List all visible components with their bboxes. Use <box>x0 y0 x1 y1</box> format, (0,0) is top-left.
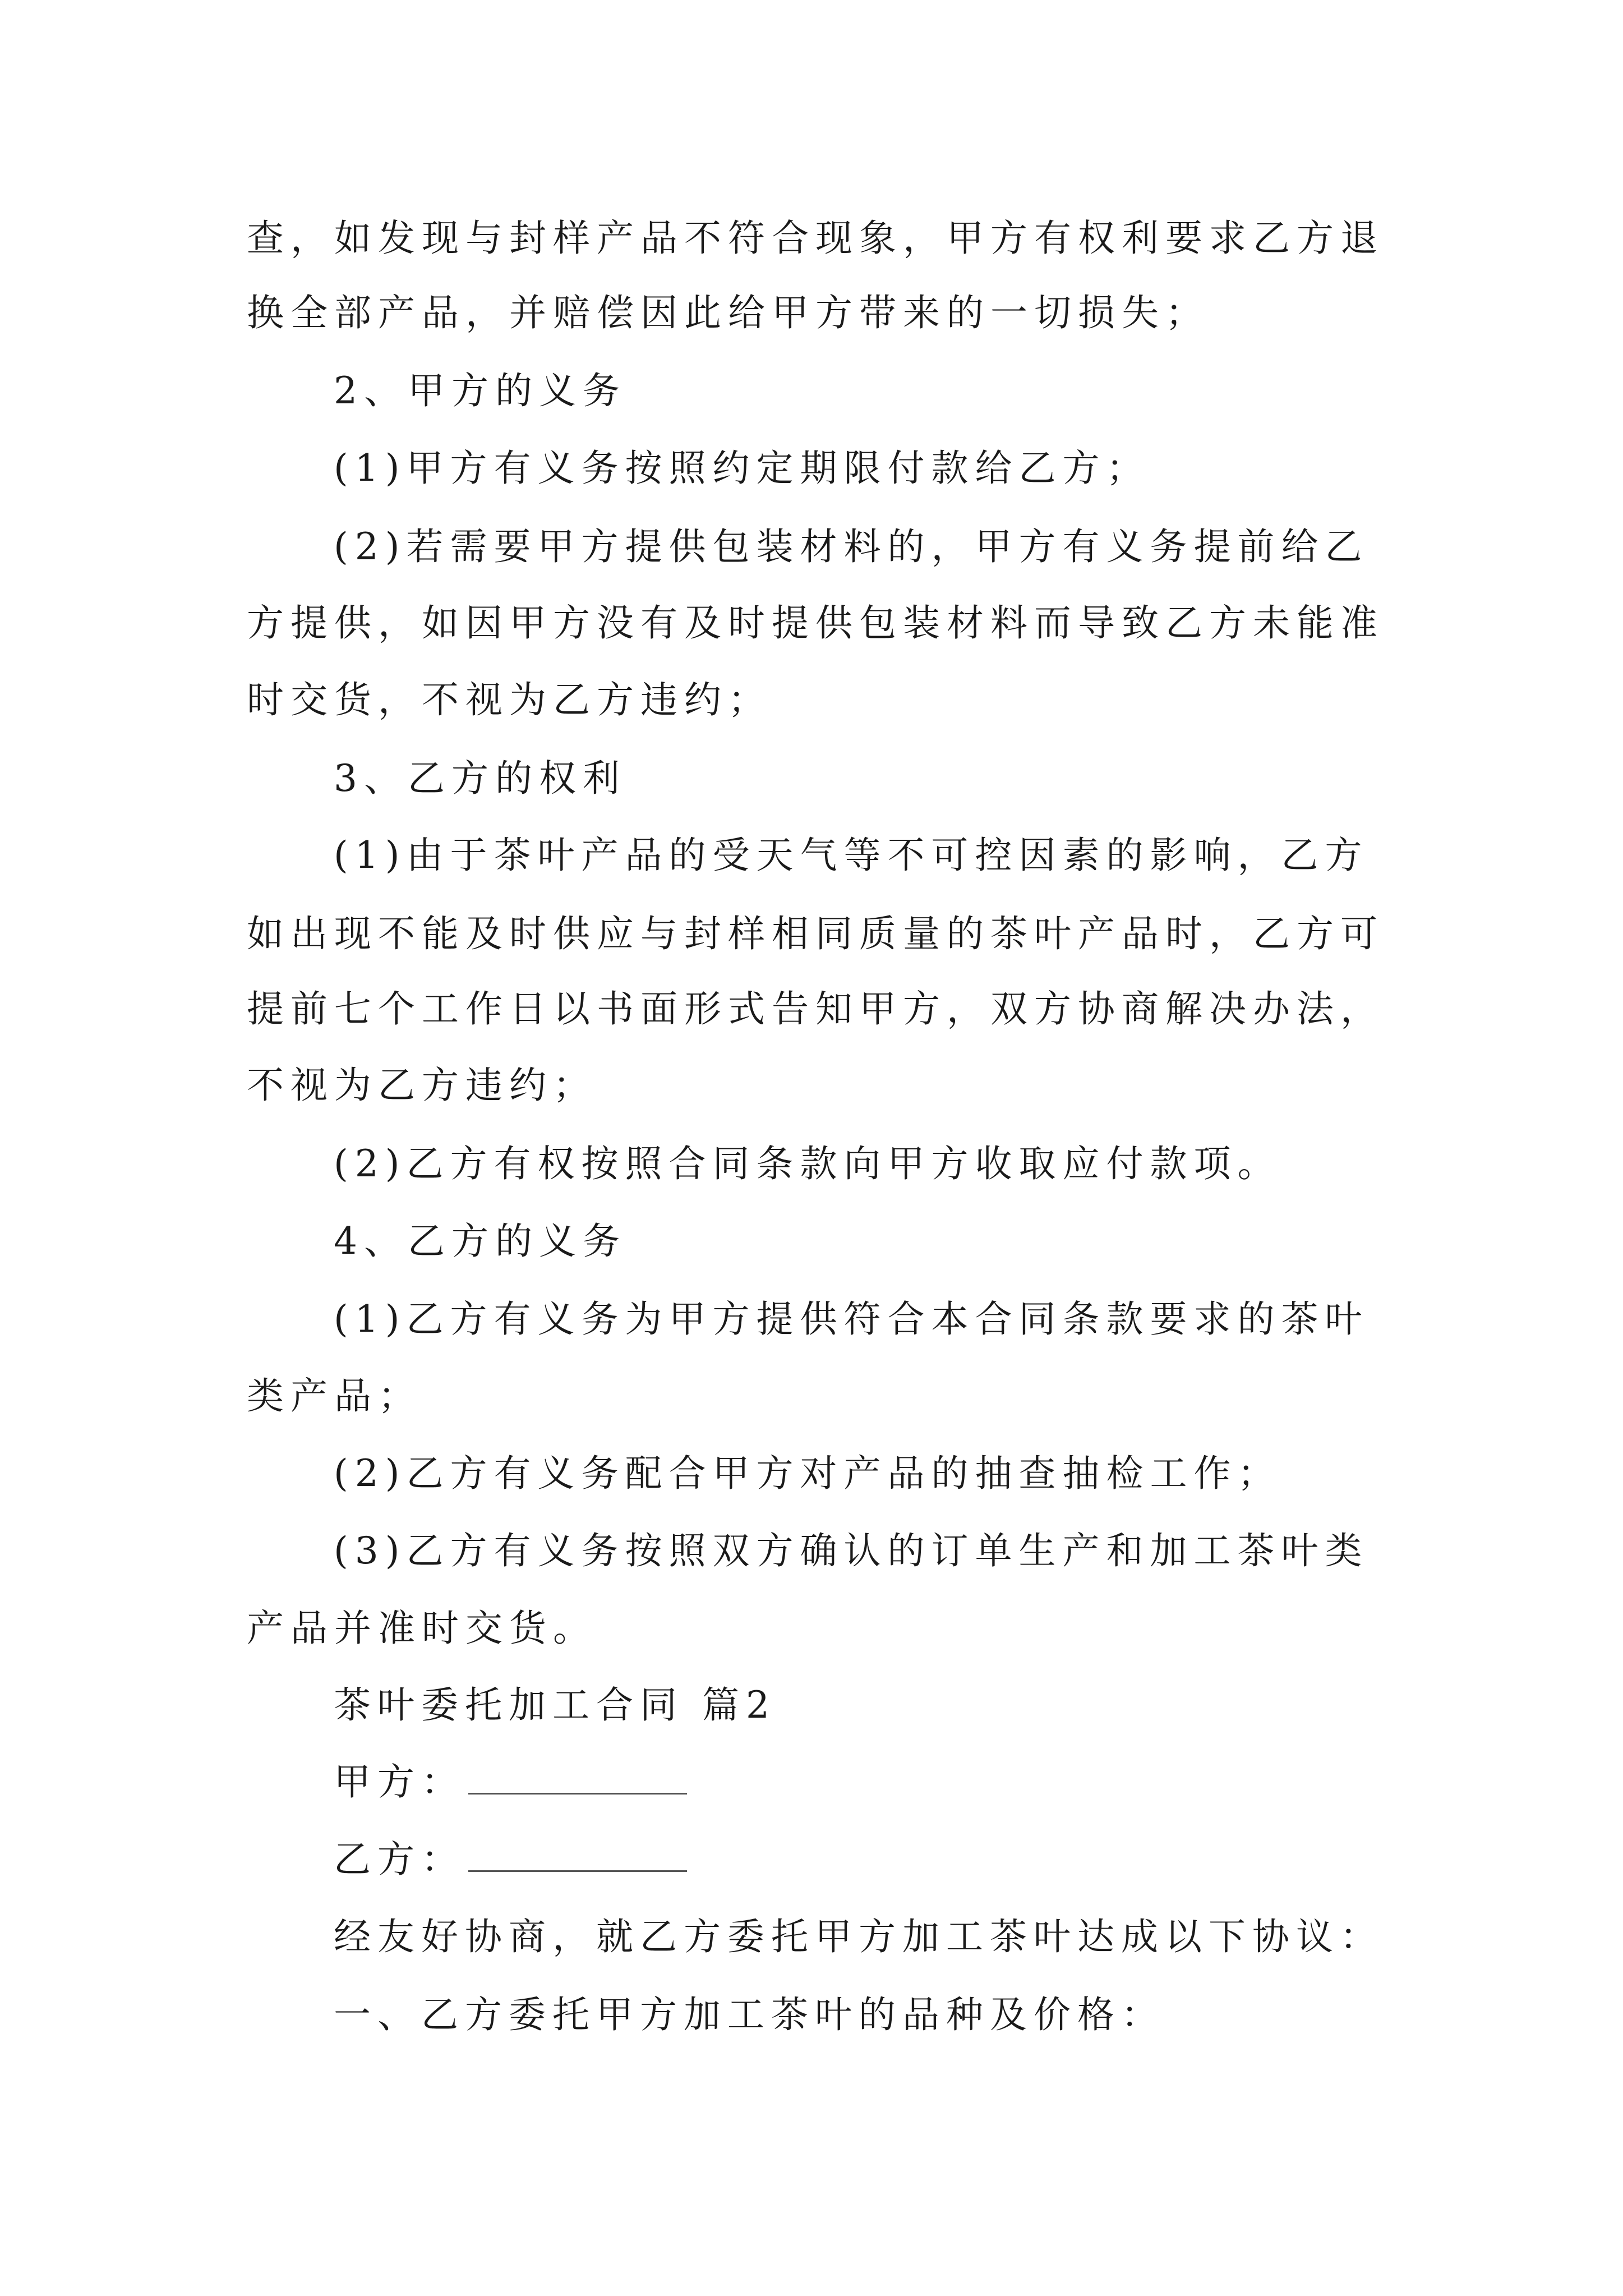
text-line: (1)乙方有义务为甲方提供符合本合同条款要求的茶叶 <box>334 1297 1369 1341</box>
text-line: 查，如发现与封样产品不符合现象，甲方有权利要求乙方退 <box>247 217 1384 260</box>
text-line: 产品并准时交货。 <box>247 1607 597 1650</box>
party-b-blank <box>468 1837 687 1872</box>
party-b-field <box>334 1834 687 1885</box>
text-line: 方提供，如因甲方没有及时提供包装材料而导致乙方未能准 <box>247 601 1384 645</box>
text-line: (2)乙方有义务配合甲方对产品的抽查抽检工作； <box>334 1452 1281 1495</box>
section-heading: 4、乙方的义务 <box>334 1220 626 1263</box>
section-heading: 一、乙方委托甲方加工茶叶的品种及价格： <box>334 1993 1165 2036</box>
text-line: 经友好协商，就乙方委托甲方加工茶叶达成以下协议： <box>334 1915 1384 1958</box>
text-line: (1)甲方有义务按照约定期限付款给乙方； <box>334 447 1150 490</box>
text-line: 时交货，不视为乙方违约； <box>247 678 772 721</box>
party-b-label: 乙方： <box>334 1838 465 1881</box>
party-a-field <box>334 1757 687 1807</box>
text-line: (3)乙方有义务按照双方确认的订单生产和加工茶叶类 <box>334 1529 1369 1572</box>
text-line: 提前七个工作日以书面形式告知甲方，双方协商解决办法， <box>247 987 1384 1030</box>
section-heading: 3、乙方的权利 <box>334 757 626 800</box>
contract-title: 茶叶委托加工合同 篇2 <box>334 1683 776 1727</box>
text-line: 类产品； <box>247 1374 422 1418</box>
party-a-blank <box>468 1759 687 1795</box>
text-line: (1)由于茶叶产品的受天气等不可控因素的影响，乙方 <box>334 834 1369 877</box>
text-line: 换全部产品，并赔偿因此给甲方带来的一切损失； <box>247 291 1209 334</box>
text-line: 不视为乙方违约； <box>247 1064 597 1107</box>
text-line: (2)若需要甲方提供包装材料的，甲方有义务提前给乙 <box>334 525 1369 568</box>
text-line: (2)乙方有权按照合同条款向甲方收取应付款项。 <box>334 1142 1281 1185</box>
party-a-label: 甲方： <box>334 1760 465 1803</box>
section-heading: 2、甲方的义务 <box>334 369 626 412</box>
text-line: 如出现不能及时供应与封样相同质量的茶叶产品时，乙方可 <box>247 912 1384 955</box>
